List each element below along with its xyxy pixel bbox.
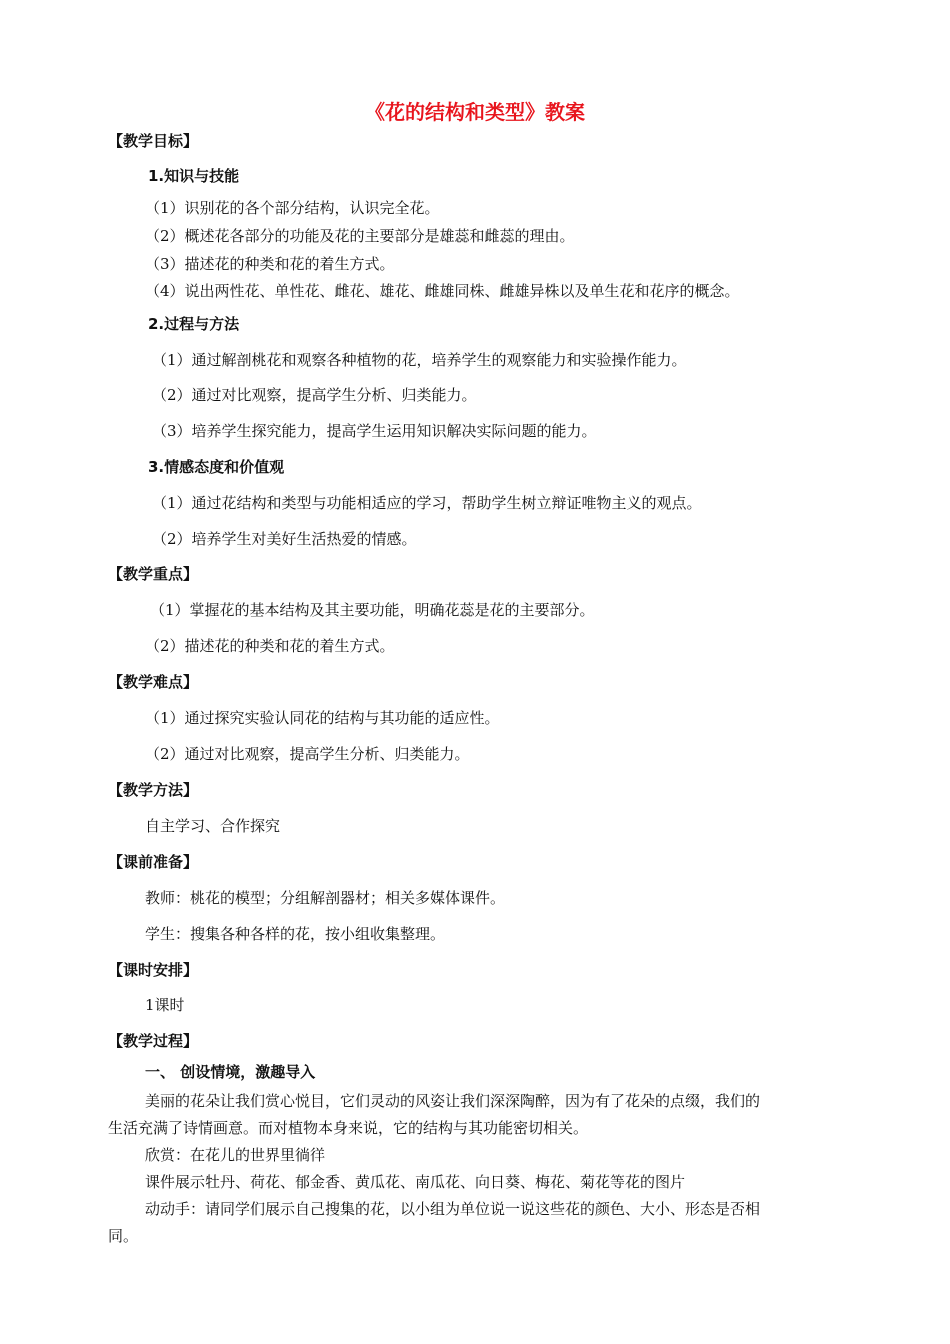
process-item-2: （2）通过对比观察，提高学生分析、归类能力。 bbox=[152, 386, 477, 404]
subheading-knowledge: 1.知识与技能 bbox=[148, 167, 240, 185]
subheading-emotion: 3.情感态度和价值观 bbox=[148, 458, 285, 476]
difficulty-1: （1）通过探究实验认同花的结构与其功能的适应性。 bbox=[145, 709, 500, 727]
knowledge-item-1: （1）识别花的各个部分结构，认识完全花。 bbox=[145, 199, 440, 217]
appreciate-text: 欣赏：在花儿的世界里徜徉 bbox=[145, 1146, 326, 1164]
key-point-2: （2）描述花的种类和花的着生方式。 bbox=[145, 637, 395, 655]
section-heading-schedule: 【课时安排】 bbox=[108, 961, 199, 979]
preparation-student: 学生：搜集各种各样的花，按小组收集整理。 bbox=[145, 925, 446, 943]
courseware-text: 课件展示牡丹、荷花、郁金香、黄瓜花、南瓜花、向日葵、梅花、菊花等花的图片 bbox=[145, 1173, 686, 1191]
intro-paragraph-line-1: 美丽的花朵让我们赏心悦目，它们灵动的风姿让我们深深陶醉，因为有了花朵的点缀，我们的 bbox=[145, 1092, 761, 1110]
preparation-teacher: 教师：桃花的模型；分组解剖器材；相关多媒体课件。 bbox=[145, 889, 506, 907]
section-heading-difficulties: 【教学难点】 bbox=[108, 673, 199, 691]
handson-line-1: 动动手：请同学们展示自己搜集的花，以小组为单位说一说这些花的颜色、大小、形态是否相 bbox=[145, 1200, 761, 1218]
difficulty-2: （2）通过对比观察，提高学生分析、归类能力。 bbox=[145, 745, 470, 763]
knowledge-item-2: （2）概述花各部分的功能及花的主要部分是雄蕊和雌蕊的理由。 bbox=[145, 227, 575, 245]
knowledge-item-3: （3）描述花的种类和花的着生方式。 bbox=[145, 255, 395, 273]
section-heading-process: 【教学过程】 bbox=[108, 1032, 199, 1050]
emotion-item-2: （2）培养学生对美好生活热爱的情感。 bbox=[152, 530, 417, 548]
subheading-process: 2.过程与方法 bbox=[148, 315, 240, 333]
methods-text: 自主学习、合作探究 bbox=[145, 817, 281, 835]
section-heading-methods: 【教学方法】 bbox=[108, 781, 199, 799]
handson-line-2: 同。 bbox=[108, 1227, 139, 1245]
process-item-1: （1）通过解剖桃花和观察各种植物的花，培养学生的观察能力和实验操作能力。 bbox=[152, 351, 687, 369]
section-heading-preparation: 【课前准备】 bbox=[108, 853, 199, 871]
document-title: 《花的结构和类型》教案 bbox=[365, 100, 585, 124]
intro-paragraph-line-2: 生活充满了诗情画意。而对植物本身来说，它的结构与其功能密切相关。 bbox=[108, 1119, 589, 1137]
step-1-heading: 一、 创设情境，激趣导入 bbox=[145, 1063, 316, 1081]
section-heading-key-points: 【教学重点】 bbox=[108, 565, 199, 583]
emotion-item-1: （1）通过花结构和类型与功能相适应的学习，帮助学生树立辩证唯物主义的观点。 bbox=[152, 494, 702, 512]
process-item-3: （3）培养学生探究能力，提高学生运用知识解决实际问题的能力。 bbox=[152, 422, 597, 440]
knowledge-item-4: （4）说出两性花、单性花、雌花、雄花、雌雄同株、雌雄异株以及单生花和花序的概念。 bbox=[145, 282, 740, 300]
section-heading-objectives: 【教学目标】 bbox=[108, 132, 199, 150]
key-point-1: （1）掌握花的基本结构及其主要功能，明确花蕊是花的主要部分。 bbox=[150, 601, 595, 619]
schedule-text: 1课时 bbox=[145, 996, 185, 1014]
